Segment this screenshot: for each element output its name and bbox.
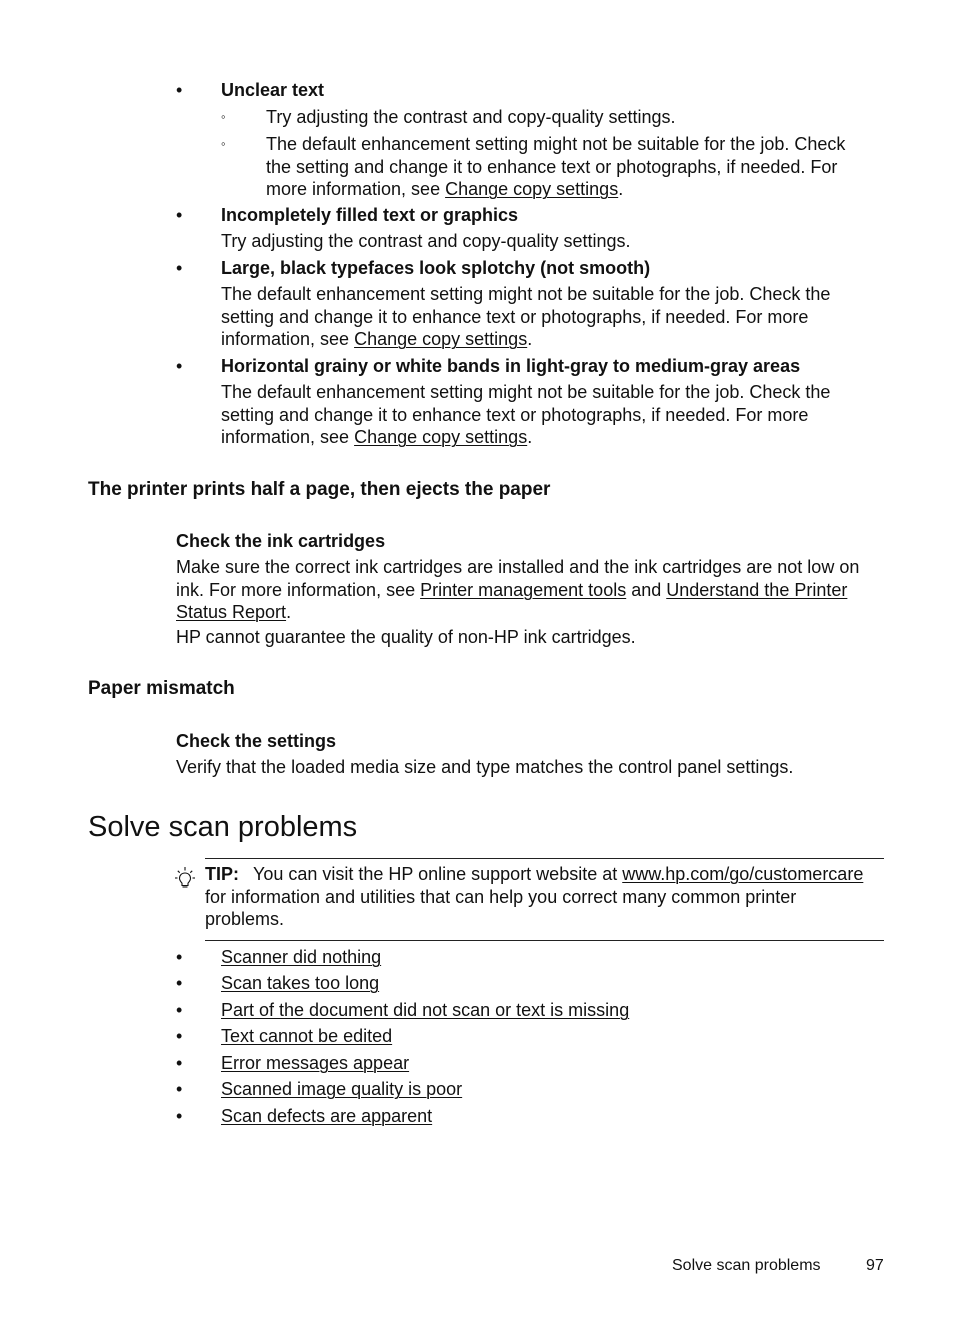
bullet-marker: • (176, 1053, 183, 1073)
understand-printer-status-report-link[interactable]: Understand the Printer (666, 579, 848, 600)
item-body (221, 283, 881, 351)
body-line (176, 601, 876, 624)
ink-paragraph (176, 556, 876, 648)
bullet-marker: • (176, 258, 183, 278)
change-copy-settings-link[interactable]: Change copy settings (445, 179, 619, 199)
body-line (221, 328, 881, 351)
scan-problem-link[interactable]: Scan takes too long (221, 973, 380, 993)
page-number: 97 (866, 1257, 884, 1274)
punctuation: . (618, 179, 624, 199)
item-body: Try adjusting the contrast and copy-quality settings. (221, 231, 631, 251)
sub-item-paragraph (266, 133, 866, 201)
paper-mismatch-body: Verify that the loaded media size and type matches the control panel settings. (176, 757, 794, 777)
body-line: HP cannot guarantee the quality of non-HP ink cartridges. (176, 626, 636, 647)
body-text: and (626, 579, 667, 600)
body-line: setting and change it to enhance text or photographs, if needed. For more (221, 404, 809, 425)
bullet-marker: • (176, 1026, 183, 1046)
subheading-check-ink: Check the ink cartridges (176, 531, 386, 551)
understand-printer-status-report-link-cont[interactable]: Status Report (176, 602, 287, 622)
scan-problem-link[interactable]: Scanner did nothing (221, 947, 382, 967)
bullet-marker: • (176, 973, 183, 993)
scan-problem-link[interactable]: Part of the document did not scan or text is missing (221, 1000, 630, 1020)
scan-problem-link[interactable]: Text cannot be edited (221, 1026, 393, 1046)
tip-line: problems. (205, 909, 285, 929)
tip-text (205, 863, 885, 931)
tip-line: for information and utilities that can help you correct many common printer (205, 886, 797, 907)
item-title-grainy-bands: Horizontal grainy or white bands in light-gray to medium-gray areas (221, 356, 801, 376)
body-line: Make sure the correct ink cartridges are installed and the ink cartridges are not low on (176, 557, 860, 577)
hp-customercare-link[interactable]: www.hp.com/go/customercare (622, 864, 864, 884)
lightbulb-icon (174, 866, 196, 892)
footer-section-title: Solve scan problems (672, 1257, 821, 1274)
subheading-check-settings: Check the settings (176, 731, 337, 751)
sub-bullet-marker: ◦ (221, 136, 226, 151)
sub-item-text: Try adjusting the contrast and copy-quality settings. (266, 107, 676, 127)
body-text: ink. For more information, see (176, 579, 421, 600)
bullet-marker: • (176, 1000, 183, 1020)
sub-item-text: The default enhancement setting might not be suitable for the job. Check the setting and change it to enhance text or photographs, if needed. For more information, see (266, 134, 846, 199)
bullet-marker: • (176, 80, 183, 100)
printer-management-tools-link[interactable]: Printer management tools (420, 579, 627, 600)
item-body (221, 381, 881, 449)
punctuation: . (286, 602, 292, 622)
body-text: information, see (221, 427, 355, 447)
scan-problem-link[interactable]: Error messages appear (221, 1053, 410, 1073)
tip-line (205, 863, 885, 886)
change-copy-settings-link[interactable]: Change copy settings (354, 427, 528, 447)
bullet-marker: • (176, 205, 183, 225)
body-line: The default enhancement setting might not be suitable for the job. Check the (221, 382, 831, 402)
body-line: The default enhancement setting might not be suitable for the job. Check the (221, 284, 831, 304)
punctuation: . (527, 427, 533, 447)
section-heading-paper-mismatch: Paper mismatch (88, 678, 235, 699)
tip-body: You can visit the HP online support website at (253, 864, 623, 884)
scan-problem-link[interactable]: Scanned image quality is poor (221, 1079, 463, 1099)
scan-problem-link[interactable]: Scan defects are apparent (221, 1106, 433, 1126)
item-title-incompletely-filled: Incompletely filled text or graphics (221, 205, 519, 225)
bullet-marker: • (176, 356, 183, 376)
punctuation: . (527, 329, 533, 349)
body-line (176, 579, 876, 602)
body-text: information, see (221, 329, 355, 349)
bullet-marker: • (176, 947, 183, 967)
body-line: setting and change it to enhance text or photographs, if needed. For more (221, 306, 809, 327)
bullet-marker: • (176, 1106, 183, 1126)
item-title-unclear-text: Unclear text (221, 80, 325, 100)
sub-bullet-marker: ◦ (221, 109, 226, 124)
tip-label: TIP: (205, 864, 239, 884)
body-line (221, 426, 881, 449)
section-heading-half-page: The printer prints half a page, then ejects the paper (88, 479, 551, 500)
item-title-splotchy: Large, black typefaces look splotchy (not smooth) (221, 258, 651, 278)
bullet-marker: • (176, 1079, 183, 1099)
change-copy-settings-link[interactable]: Change copy settings (354, 329, 528, 349)
page-title: Solve scan problems (88, 811, 358, 843)
